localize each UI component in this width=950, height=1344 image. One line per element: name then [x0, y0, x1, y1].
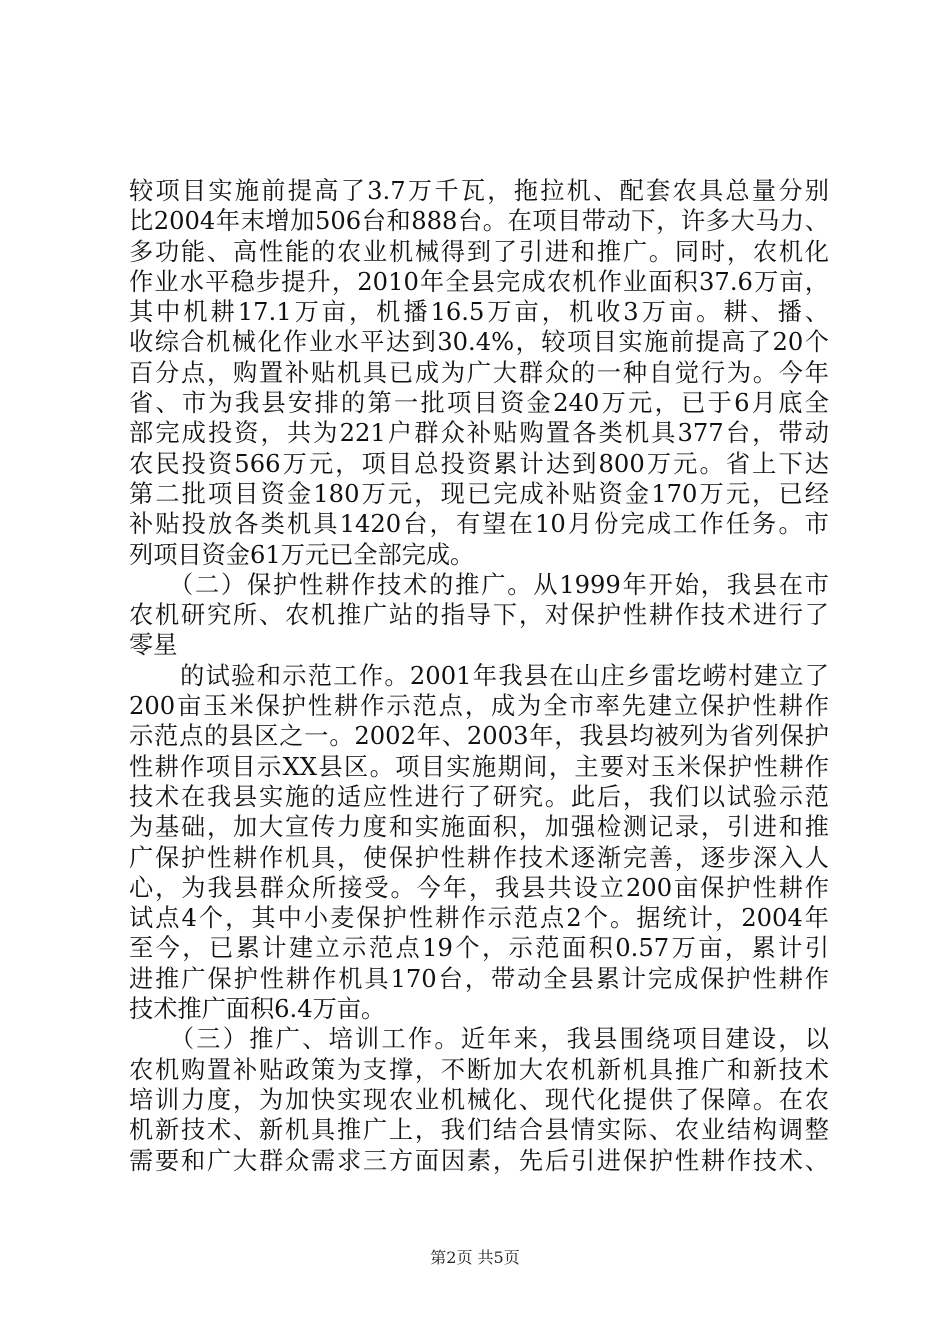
text-line: 进推广保护性耕作机具170台，带动全县累计完成保护性耕作 — [129, 964, 829, 993]
text-line: （三）推广、培训工作。近年来，我县围绕项目建设，以 — [129, 1025, 829, 1054]
text-line: 技术在我县实施的适应性进行了研究。此后，我们以试验示范 — [129, 782, 829, 811]
text-line: 省、市为我县安排的第一批项目资金240万元，已于6月底全 — [129, 389, 829, 418]
page-footer: 第2页 共5页 — [430, 1248, 520, 1267]
text-line: 培训力度，为加快实现农业机械化、现代化提供了保障。在农 — [129, 1085, 829, 1114]
text-line: 收综合机械化作业水平达到30.4%，较项目实施前提高了20个 — [129, 328, 829, 357]
text-line: 百分点，购置补贴机具已成为广大群众的一种自觉行为。今年 — [129, 358, 829, 387]
text-line: 机新技术、新机具推广上，我们结合县情实际、农业结构调整 — [129, 1116, 829, 1145]
text-line: 至今，已累计建立示范点19个，示范面积0.57万亩，累计引 — [129, 934, 829, 963]
text-line: 列项目资金61万元已全部完成。 — [129, 540, 475, 569]
text-line: 的试验和示范工作。2001年我县在山庄乡雷圪崂村建立了 — [129, 661, 829, 690]
text-line: 技术推广面积6.4万亩。 — [129, 995, 386, 1024]
body-text — [129, 176, 829, 1176]
text-line: 示范点的县区之一。2002年、2003年，我县均被列为省列保护 — [129, 722, 829, 751]
text-line: 比2004年末增加506台和888台。在项目带动下，许多大马力、 — [129, 207, 829, 236]
text-line: 农民投资566万元，项目总投资累计达到800万元。省上下达 — [129, 449, 829, 478]
text-line: 需要和广大群众需求三方面因素，先后引进保护性耕作技术、 — [129, 1146, 829, 1175]
text-line: 其中机耕17.1万亩，机播16.5万亩，机收3万亩。耕、播、 — [129, 298, 829, 327]
text-line: 第二批项目资金180万元，现已完成补贴资金170万元，已经 — [129, 479, 829, 508]
text-line: 为基础，加大宣传力度和实施面积，加强检测记录，引进和推 — [129, 813, 829, 842]
text-line: 多功能、高性能的农业机械得到了引进和推广。同时，农机化 — [129, 237, 829, 266]
text-line: 200亩玉米保护性耕作示范点，成为全市率先建立保护性耕作 — [129, 692, 829, 721]
text-line: 补贴投放各类机具1420台，有望在10月份完成工作任务。市 — [129, 510, 829, 539]
text-line: 较项目实施前提高了3.7万千瓦，拖拉机、配套农具总量分别 — [129, 177, 829, 205]
text-line: 试点4个，其中小麦保护性耕作示范点2个。据统计，2004年 — [129, 904, 829, 933]
text-line: 广保护性耕作机具，使保护性耕作技术逐渐完善，逐步深入人 — [129, 843, 829, 872]
text-line: 作业水平稳步提升，2010年全县完成农机作业面积37.6万亩， — [129, 267, 829, 296]
text-line: （二）保护性耕作技术的推广。从1999年开始，我县在市 — [129, 570, 829, 599]
text-line: 零星 — [129, 631, 178, 660]
text-line: 性耕作项目示XX县区。项目实施期间，主要对玉米保护性耕作 — [129, 752, 829, 781]
text-line: 部完成投资，共为221户群众补贴购置各类机具377台，带动 — [129, 419, 829, 448]
text-line: 农机研究所、农机推广站的指导下，对保护性耕作技术进行了 — [129, 601, 829, 630]
text-line: 心，为我县群众所接受。今年，我县共设立200亩保护性耕作 — [129, 873, 829, 902]
text-line: 农机购置补贴政策为支撑，不断加大农机新机具推广和新技术 — [129, 1055, 829, 1084]
